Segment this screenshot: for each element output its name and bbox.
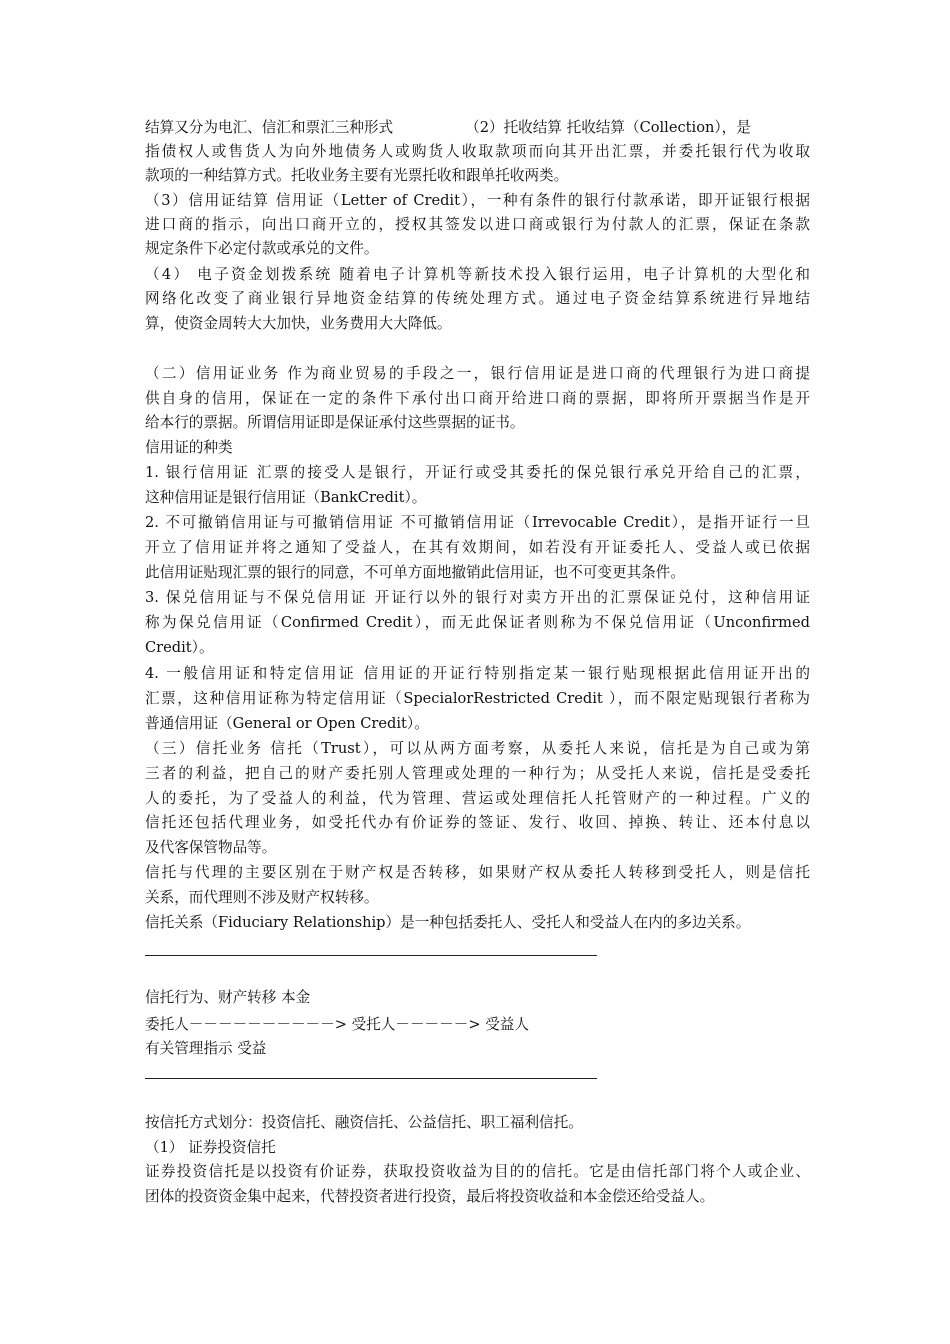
text-line: 关系，而代理则不涉及财产权转移。 — [145, 889, 379, 906]
text-line — [145, 116, 810, 140]
text-line: 给本行的票据。所谓信用证即是保证承付这些票据的证书。 — [145, 414, 525, 431]
text-line: （二）信用证业务 作为商业贸易的手段之一，银行信用证是进口商的代理银行为进口商提 — [145, 365, 810, 382]
text-line: 此信用证贴现汇票的银行的同意，不可单方面地撤销此信用证，也不可变更其条件。 — [145, 564, 685, 581]
text-line: （三）信托业务 信托（Trust），可以从两方面考察，从委托人来说，信托是为自己或为第 — [145, 740, 810, 757]
diagram-line: 信托行为、财产转移 本金 — [145, 989, 311, 1006]
text-line: 及代客保管物品等。 — [145, 839, 277, 856]
text-line: 信托还包括代理业务，如受托代办有价证券的签证、发行、收回、掉换、转让、还本付息以 — [145, 814, 810, 831]
text-line: 2. 不可撤销信用证与可撤销信用证 不可撤销信用证（Irrevocable Credit），是指开证行一旦 — [145, 514, 810, 531]
text-segment: 结算又分为电汇、信汇和票汇三种形式 — [145, 119, 394, 136]
diagram-line: 委托人－－－－－－－－－－> 受托人－－－－－> 受益人 — [145, 1016, 529, 1033]
text-segment: （2）托收结算 托收结算（Collection），是 — [465, 119, 751, 136]
text-line: 称为保兑信用证（Confirmed Credit），而无此保证者则称为不保兑信用证（Unconfirmed — [145, 614, 810, 631]
text-line: 按信托方式划分：投资信托、融资信托、公益信托、职工福利信托。 — [145, 1114, 583, 1131]
text-line: 三者的利益，把自己的财产委托别人管理或处理的一种行为；从受托人来说，信托是受委托 — [145, 765, 810, 782]
text-line: 普通信用证（General or Open Credit）。 — [145, 715, 429, 732]
text-line: （3）信用证结算 信用证（Letter of Credit），一种有条件的银行付款承诺，即开证银行根据 — [145, 192, 810, 209]
text-line: 信托关系（Fiduciary Relationship）是一种包括委托人、受托人和受益人在内的多边关系。 — [145, 914, 751, 931]
text-line: 3. 保兑信用证与不保兑信用证 开证行以外的银行对卖方开出的汇票保证兑付，这种信用证 — [145, 589, 810, 606]
diagram-line: 有关管理指示 受益 — [145, 1040, 267, 1057]
text-line: 汇票，这种信用证称为特定信用证（SpecialorRestricted Credit ），而不限定贴现银行者称为 — [145, 690, 810, 707]
text-line: （4） 电子资金划拨系统 随着电子计算机等新技术投入银行运用，电子计算机的大型化和 — [145, 266, 810, 283]
text-line: 人的委托，为了受益人的利益，代为管理、营运或处理信托人托管财产的一种过程。广义的 — [145, 790, 810, 807]
text-line: 信托与代理的主要区别在于财产权是否转移，如果财产权从委托人转移到受托人，则是信托 — [145, 864, 810, 881]
text-line: Credit）。 — [145, 639, 214, 656]
text-line: 这种信用证是银行信用证（BankCredit）。 — [145, 489, 427, 506]
text-line: 证券投资信托是以投资有价证券，获取投资收益为目的的信托。它是由信托部门将个人或企业、 — [145, 1163, 810, 1180]
text-line: 供自身的信用，保证在一定的条件下承付出口商开给进口商的票据，即将所开票据当作是开 — [145, 390, 810, 407]
horizontal-rule — [145, 955, 597, 956]
text-line: 1. 银行信用证 汇票的接受人是银行，开证行或受其委托的保兑银行承兑开给自己的汇票， — [145, 464, 810, 481]
horizontal-rule — [145, 1078, 597, 1079]
text-line: 规定条件下必定付款或承兑的文件。 — [145, 240, 379, 257]
text-line: 4. 一般信用证和特定信用证 信用证的开证行特别指定某一银行贴现根据此信用证开出的 — [145, 665, 810, 682]
text-line: 信用证的种类 — [145, 439, 233, 456]
text-line: 团体的投资资金集中起来，代替投资者进行投资，最后将投资收益和本金偿还给受益人。 — [145, 1188, 715, 1205]
text-line: 开立了信用证并将之通知了受益人，在其有效期间，如若没有开证委托人、受益人或已依据 — [145, 539, 810, 556]
text-line: 算，使资金周转大大加快，业务费用大大降低。 — [145, 315, 452, 332]
text-line: 网络化改变了商业银行异地资金结算的传统处理方式。通过电子资金结算系统进行异地结 — [145, 290, 810, 307]
text-line: 款项的一种结算方式。托收业务主要有光票托收和跟单托收两类。 — [145, 167, 569, 184]
text-line: 进口商的指示，向出口商开立的，授权其签发以进口商或银行为付款人的汇票，保证在条款 — [145, 216, 810, 233]
text-line: 指债权人或售货人为向外地债务人或购货人收取款项而向其开出汇票，并委托银行代为收取 — [145, 143, 810, 160]
text-line: （1） 证券投资信托 — [145, 1139, 276, 1156]
